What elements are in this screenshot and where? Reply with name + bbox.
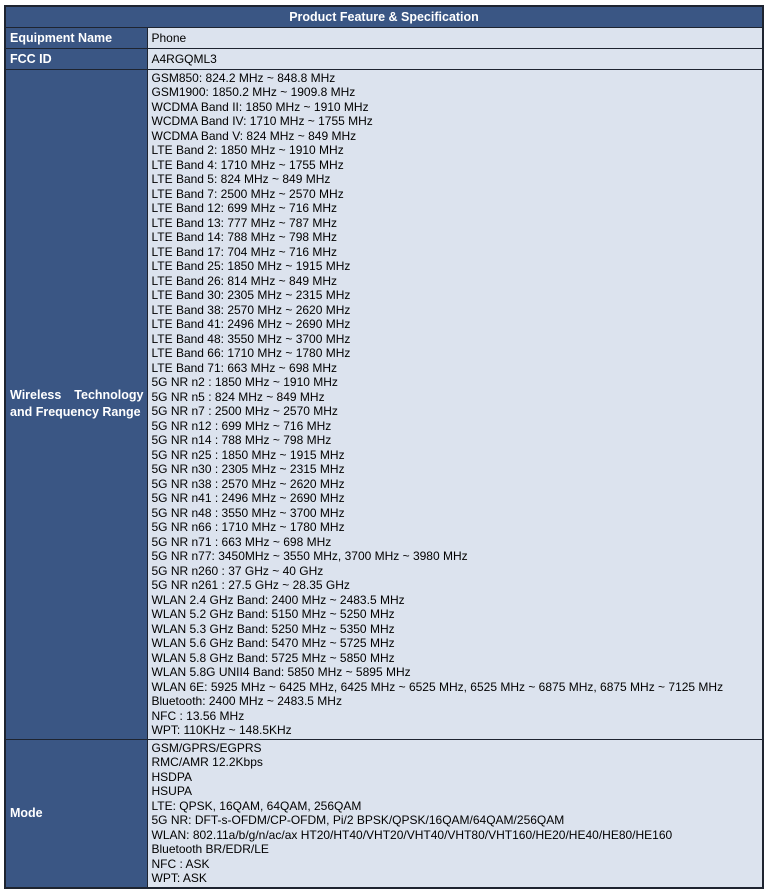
wireless-frequency-list bbox=[147, 69, 763, 739]
wireless-technology-row bbox=[5, 69, 763, 739]
equipment-name-label: Equipment Name bbox=[5, 27, 147, 48]
spec-line: WLAN 2.4 GHz Band: 2400 MHz ~ 2483.5 MHz bbox=[151, 592, 405, 607]
spec-line: LTE Band 41: 2496 MHz ~ 2690 MHz bbox=[151, 317, 351, 331]
spec-line: LTE Band 25: 1850 MHz ~ 1915 MHz bbox=[151, 259, 351, 273]
spec-line: GSM850: 824.2 MHz ~ 848.8 MHz bbox=[151, 70, 336, 85]
spec-line: Bluetooth: 2400 MHz ~ 2483.5 MHz bbox=[151, 694, 342, 708]
spec-line: LTE Band 66: 1710 MHz ~ 1780 MHz bbox=[151, 346, 351, 360]
spec-line: WCDMA Band IV: 1710 MHz ~ 1755 MHz bbox=[151, 114, 373, 128]
spec-line: 5G NR n5 : 824 MHz ~ 849 MHz bbox=[151, 389, 325, 404]
spec-line: 5G NR n14 : 788 MHz ~ 798 MHz bbox=[151, 433, 332, 447]
spec-line: WPT: 110KHz ~ 148.5KHz bbox=[151, 723, 292, 737]
spec-line: LTE Band 38: 2570 MHz ~ 2620 MHz bbox=[151, 302, 351, 317]
spec-line: LTE Band 13: 777 MHz ~ 787 MHz bbox=[151, 215, 338, 230]
spec-line: 5G NR n25 : 1850 MHz ~ 1915 MHz bbox=[151, 447, 345, 462]
spec-line: LTE Band 7: 2500 MHz ~ 2570 MHz bbox=[151, 186, 344, 201]
spec-line: LTE Band 5: 824 MHz ~ 849 MHz bbox=[151, 172, 331, 186]
spec-line: WLAN 5.8 GHz Band: 5725 MHz ~ 5850 MHz bbox=[151, 650, 395, 665]
spec-line: NFC : ASK bbox=[151, 856, 210, 871]
spec-line: LTE Band 30: 2305 MHz ~ 2315 MHz bbox=[151, 288, 351, 302]
spec-line: LTE: QPSK, 16QAM, 64QAM, 256QAM bbox=[151, 798, 362, 813]
spec-line: WCDMA Band V: 824 MHz ~ 849 MHz bbox=[151, 128, 357, 143]
mode-label: Mode bbox=[5, 739, 147, 888]
wireless-label-line2: and Frequency Range bbox=[10, 405, 141, 419]
spec-line: 5G NR n48 : 3550 MHz ~ 3700 MHz bbox=[151, 505, 345, 520]
spec-line: HSDPA bbox=[151, 769, 192, 784]
spec-line: WLAN 5.8G UNII4 Band: 5850 MHz ~ 5895 MHz bbox=[151, 665, 411, 679]
spec-line: WPT: ASK bbox=[151, 871, 207, 885]
spec-line: 5G NR n77: 3450MHz ~ 3550 MHz, 3700 MHz ~ 3980 MHz bbox=[151, 549, 468, 563]
wireless-label-word-1: Wireless bbox=[10, 388, 62, 402]
spec-line: Bluetooth BR/EDR/LE bbox=[151, 842, 269, 856]
wireless-technology-label bbox=[5, 69, 147, 739]
spec-line: 5G NR n12 : 699 MHz ~ 716 MHz bbox=[151, 418, 332, 433]
spec-line: LTE Band 4: 1710 MHz ~ 1755 MHz bbox=[151, 157, 344, 172]
spec-line: WLAN 5.6 GHz Band: 5470 MHz ~ 5725 MHz bbox=[151, 636, 395, 650]
wireless-label-line1 bbox=[10, 387, 144, 404]
spec-line: 5G NR n30 : 2305 MHz ~ 2315 MHz bbox=[151, 462, 345, 476]
spec-line: LTE Band 17: 704 MHz ~ 716 MHz bbox=[151, 244, 338, 259]
table-title: Product Feature & Specification bbox=[5, 6, 763, 27]
spec-line: 5G NR n2 : 1850 MHz ~ 1910 MHz bbox=[151, 375, 338, 389]
spec-line: WLAN 6E: 5925 MHz ~ 6425 MHz, 6425 MHz ~ 6525 MHz, 6525 MHz ~ 6875 MHz, 6875 MHz ~ 7125 MHz bbox=[151, 679, 724, 694]
spec-line: LTE Band 14: 788 MHz ~ 798 MHz bbox=[151, 230, 338, 244]
spec-line: 5G NR n71 : 663 MHz ~ 698 MHz bbox=[151, 534, 332, 549]
title-row bbox=[5, 6, 763, 27]
spec-line: WLAN: 802.11a/b/g/n/ac/ax HT20/HT40/VHT20/VHT40/VHT80/VHT160/HE20/HE40/HE80/HE160 bbox=[151, 827, 673, 842]
spec-line: LTE Band 12: 699 MHz ~ 716 MHz bbox=[151, 201, 338, 215]
spec-line: LTE Band 26: 814 MHz ~ 849 MHz bbox=[151, 273, 338, 288]
spec-line: 5G NR n261 : 27.5 GHz ~ 28.35 GHz bbox=[151, 578, 350, 592]
spec-line: 5G NR n66 : 1710 MHz ~ 1780 MHz bbox=[151, 520, 345, 534]
spec-line: WCDMA Band II: 1850 MHz ~ 1910 MHz bbox=[151, 99, 369, 114]
spec-line: 5G NR n41 : 2496 MHz ~ 2690 MHz bbox=[151, 491, 345, 505]
equipment-name-value: Phone bbox=[147, 27, 763, 48]
spec-line: 5G NR: DFT-s-OFDM/CP-OFDM, Pi/2 BPSK/QPSK/16QAM/64QAM/256QAM bbox=[151, 813, 565, 827]
spec-line: WLAN 5.2 GHz Band: 5150 MHz ~ 5250 MHz bbox=[151, 607, 395, 621]
wireless-label-word-2: Technology bbox=[74, 388, 144, 402]
spec-line: GSM1900: 1850.2 MHz ~ 1909.8 MHz bbox=[151, 85, 356, 99]
equipment-name-row bbox=[5, 27, 763, 48]
spec-line: LTE Band 48: 3550 MHz ~ 3700 MHz bbox=[151, 331, 351, 346]
spec-line: 5G NR n7 : 2500 MHz ~ 2570 MHz bbox=[151, 404, 338, 418]
spec-line: 5G NR n260 : 37 GHz ~ 40 GHz bbox=[151, 563, 324, 578]
spec-line: NFC : 13.56 MHz bbox=[151, 708, 245, 723]
spec-line: HSUPA bbox=[151, 784, 192, 798]
fcc-id-label: FCC ID bbox=[5, 48, 147, 69]
fcc-id-value: A4RGQML3 bbox=[147, 48, 763, 69]
spec-table bbox=[4, 5, 764, 889]
fcc-id-row bbox=[5, 48, 763, 69]
spec-line: WLAN 5.3 GHz Band: 5250 MHz ~ 5350 MHz bbox=[151, 621, 395, 636]
mode-list bbox=[147, 739, 763, 888]
spec-line: RMC/AMR 12.2Kbps bbox=[151, 755, 263, 769]
spec-line: 5G NR n38 : 2570 MHz ~ 2620 MHz bbox=[151, 476, 345, 491]
spec-line: LTE Band 71: 663 MHz ~ 698 MHz bbox=[151, 360, 338, 375]
spec-line: LTE Band 2: 1850 MHz ~ 1910 MHz bbox=[151, 143, 344, 157]
mode-row bbox=[5, 739, 763, 888]
spec-line: GSM/GPRS/EGPRS bbox=[151, 740, 262, 755]
